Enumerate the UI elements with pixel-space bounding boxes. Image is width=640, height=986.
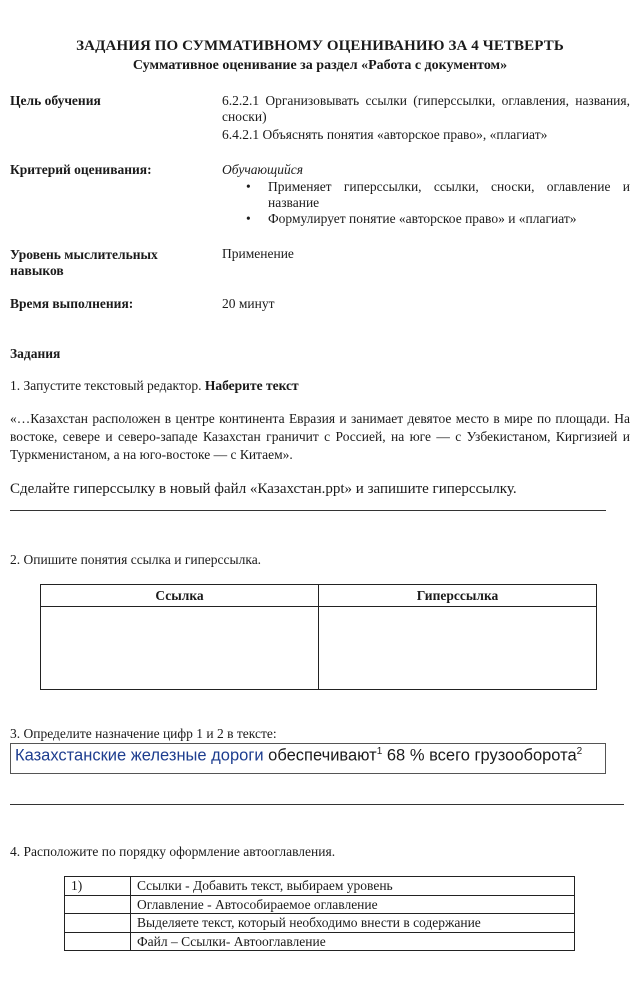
document-subtitle: Суммативное оценивание за раздел «Работа с документом»: [132, 58, 508, 73]
order-number-cell[interactable]: [65, 895, 131, 914]
goal-1: 6.2.2.1 Организовывать ссылки (гиперссылки, оглавления, названия, сноски): [222, 93, 630, 124]
order-number-cell[interactable]: [65, 914, 131, 933]
task-1-intro: 1. Запустите текстовый редактор.: [10, 378, 205, 393]
order-number-cell[interactable]: [65, 932, 131, 951]
criteria-label: Критерий оценивания:: [10, 162, 152, 177]
answer-line-3[interactable]: [10, 804, 624, 805]
hyperlink-answer-cell[interactable]: [319, 607, 597, 690]
order-row: [65, 932, 575, 951]
order-row: [65, 914, 575, 933]
goal-2: 6.4.2.1 Объяснять понятия «авторское право», «плагиат»: [222, 127, 548, 142]
table-header-link: Ссылка: [41, 585, 319, 607]
order-step-text: Выделяете текст, который необходимо внести в содержание: [131, 914, 575, 933]
link-answer-cell[interactable]: [41, 607, 319, 690]
goal-label: Цель обучения: [10, 93, 101, 108]
order-row: [65, 895, 575, 914]
document-title: ЗАДАНИЯ ПО СУММАТИВНОМУ ОЦЕНИВАНИЮ ЗА 4 ЧЕТВЕРТЬ: [76, 38, 564, 54]
task-1-bold: Наберите текст: [204, 378, 299, 393]
order-step-text: Файл – Ссылки- Автооглавление: [131, 932, 575, 951]
order-step-text: Ссылки - Добавить текст, выбираем уровень: [131, 877, 575, 896]
link-definition-table: [40, 584, 597, 690]
order-table: [64, 876, 575, 951]
criteria-intro: Обучающийся: [222, 162, 304, 177]
task-3: 3. Определите назначение цифр 1 и 2 в тексте:: [10, 726, 277, 741]
task-1-instruction: Сделайте гиперссылку в новый файл «Казахстан.ppt» и запишите гиперссылку.: [10, 481, 517, 497]
task-1-title: [10, 377, 630, 394]
task-4: 4. Расположите по порядку оформление автооглавления.: [10, 844, 336, 859]
task-2: 2. Опишите понятия ссылка и гиперссылка.: [10, 552, 262, 567]
criteria-list: [222, 179, 630, 227]
sample-phrase-blue: Казахстанские железные дороги: [15, 746, 264, 765]
tasks-heading: Задания: [10, 346, 61, 361]
sample-phrase-end: 68 % всего грузооборота: [382, 746, 577, 765]
footnote-1: 1: [376, 746, 383, 757]
order-row: [65, 877, 575, 896]
criteria-item: • Применяет гиперссылки, ссылки, сноски, оглавление и название: [222, 179, 630, 211]
answer-line-1[interactable]: [10, 510, 606, 511]
level-value: Применение: [222, 246, 294, 261]
task-1-text: «…Казахстан расположен в центре континента Евразия и занимает девятое место в мире по площади. На востоке, севере и северо-западе Казахстан граничит с Россией, на юге — с Узбекистаном, Киргизией и Туркменистаном, а на юго-востоке — с Китаем».: [10, 411, 630, 462]
order-number-cell[interactable]: 1): [65, 877, 131, 896]
sample-phrase-rest: обеспечивают: [263, 746, 377, 765]
footnote-2: 2: [576, 746, 583, 757]
time-label: Время выполнения:: [10, 296, 134, 311]
sample-sentence-box: [10, 743, 606, 774]
order-step-text: Оглавление - Автособираемое оглавление: [131, 895, 575, 914]
level-label: Уровень мыслительных навыков: [10, 247, 158, 278]
table-header-hyperlink: Гиперссылка: [319, 585, 597, 607]
criteria-item: • Формулирует понятие «авторское право» и «плагиат»: [222, 211, 630, 227]
time-value: 20 минут: [222, 296, 275, 311]
